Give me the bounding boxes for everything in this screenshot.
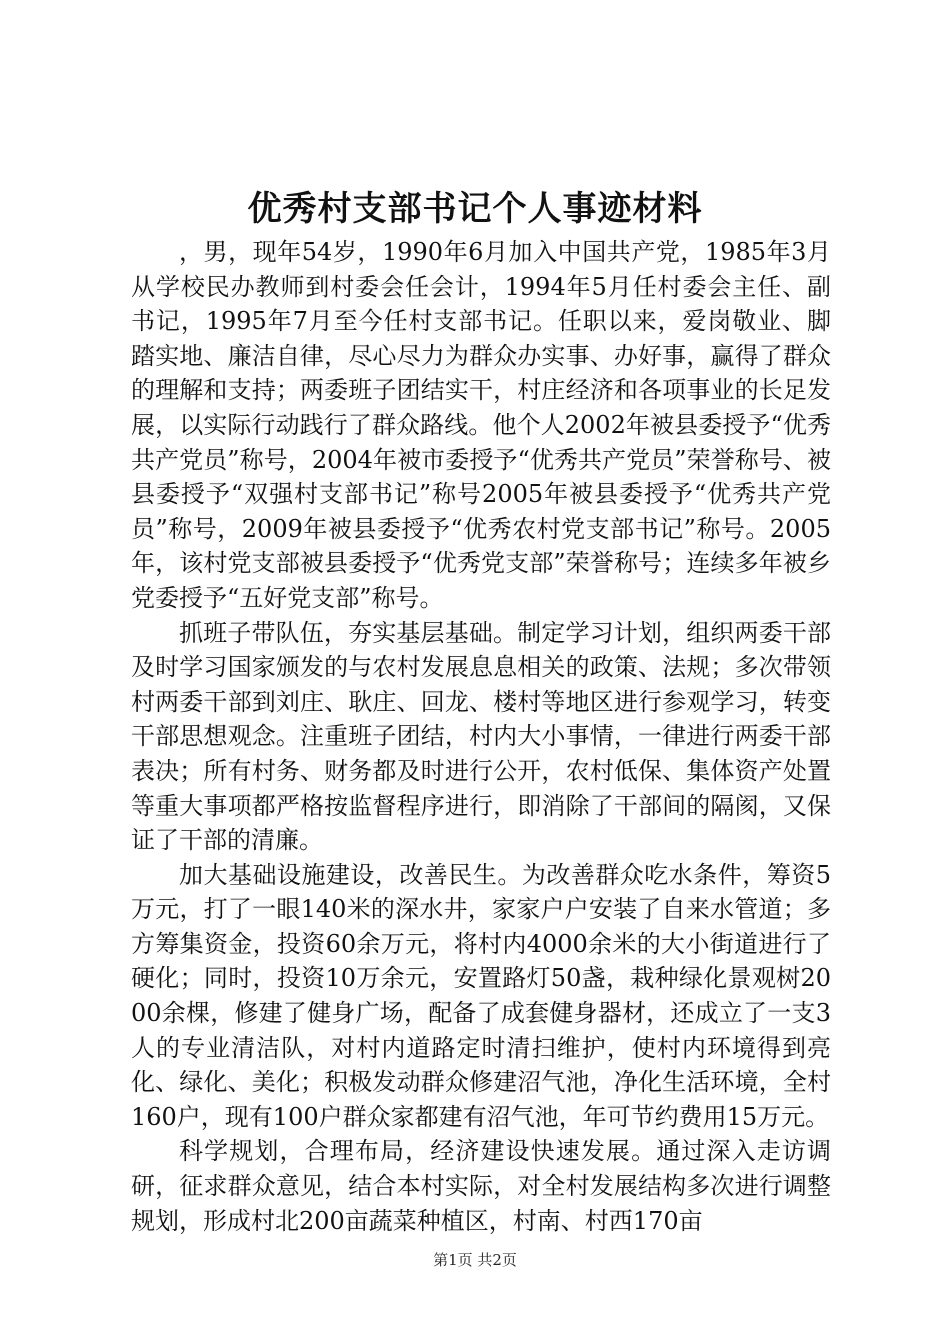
page-footer: 第1页 共2页 <box>433 1251 517 1269</box>
paragraph-team-building: 抓班子带队伍，夯实基层基础。制定学习计划，组织两委干部及时学习国家颁发的与农村发展息息相关的政策、法规；多次带领村两委干部到刘庄、耿庄、回龙、楼村等地区进行参观学习，转变干部思想观念。注重班子团结，村内大小事情，一律进行两委干部表决；所有村务、财务都及时进行公开，农村低保、集体资产处置等重大事项都严格按监督程序进行，即消除了干部间的隔阂，又保证了干部的清廉。 <box>131 618 831 855</box>
paragraph-profile: ，男，现年54岁，1990年6月加入中国共产党，1985年3月从学校民办教师到村委会任会计，1994年5月任村委会主任、副书记，1995年7月至今任村支部书记。任职以来，爱岗敬业、脚踏实地、廉洁自律，尽心尽力为群众办实事、办好事，赢得了群众的理解和支持；两委班子团结实干，村庄经济和各项事业的长足发展，以实际行动践行了群众路线。他个人2002年被县委授予“优秀共产党员”称号，2004年被市委授予“优秀共产党员”荣誉称号、被县委授予“双强村支部书记”称号2005年被县委授予“优秀共产党员”称号，2009年被县委授予“优秀农村党支部书记”称号。2005年，该村党支部被县委授予“优秀党支部”荣誉称号；连续多年被乡党委授予“五好党支部”称号。 <box>131 238 831 612</box>
paragraph-economic-planning: 科学规划，合理布局，经济建设快速发展。通过深入走访调研，征求群众意见，结合本村实际，对全村发展结构多次进行调整规划，形成村北200亩蔬菜种植区，村南、村西170亩 <box>131 1137 831 1235</box>
document-title: 优秀村支部书记个人事迹材料 <box>247 189 703 229</box>
paragraph-infrastructure: 加大基础设施建设，改善民生。为改善群众吃水条件，筹资5万元，打了一眼140米的深水井，家家户户安装了自来水管道；多方筹集资金，投资60余万元，将村内4000余米的大小街道进行了硬化；同时，投资10万余元，安置路灯50盏，栽种绿化景观树2000余棵，修建了健身广场，配备了成套健身器材，还成立了一支3人的专业清洁队，对村内道路定时清扫维护，使村内环境得到亮化、绿化、美化；积极发动群众修建沼气池，净化生活环境，全村160户，现有100户群众家都建有沼气池，年可节约费用15万元。 <box>131 860 831 1131</box>
document-body <box>131 235 831 1238</box>
